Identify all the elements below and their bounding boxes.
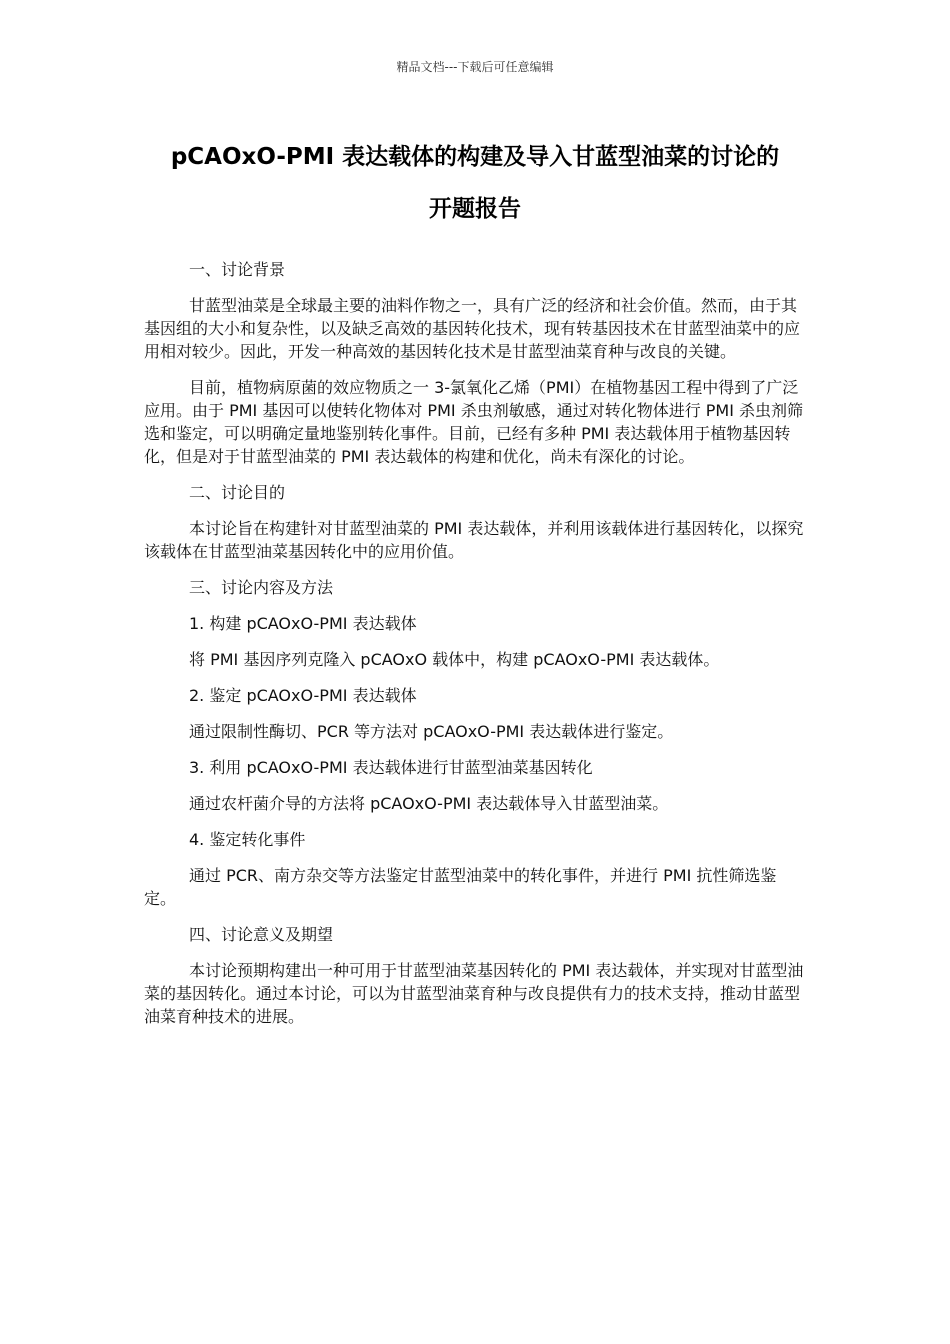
header-note: 精品文档---下载后可任意编辑	[396, 60, 554, 74]
method-step-heading: 2. 鉴定 pCAOxO-PMI 表达载体	[189, 686, 417, 705]
paragraph: 本讨论旨在构建针对甘蓝型油菜的 PMI 表达载体，并利用该载体进行基因转化，以探究该载体在甘蓝型油菜基因转化中的应用价值。	[144, 519, 804, 561]
method-step-heading: 3. 利用 pCAOxO-PMI 表达载体进行甘蓝型油菜基因转化	[189, 758, 593, 777]
document-body	[144, 258, 804, 1041]
section-heading-significance: 四、讨论意义及期望	[189, 925, 334, 944]
document-title-line-2: 开题报告	[429, 196, 521, 222]
paragraph: 目前，植物病原菌的效应物质之一 3-氯氧化乙烯（PMI）在植物基因工程中得到了广泛应用。由于 PMI 基因可以使转化物体对 PMI 杀虫剂敏感，通过对转化物体进行 PMI 杀虫剂筛选和鉴定，可以明确定量地鉴别转化事件。目前，已经有多种 PMI 表达载体用于植物基因转化，但是对于甘蓝型油菜的 PMI 表达载体的构建和优化，尚未有深化的讨论。	[144, 378, 804, 466]
method-step-description: 通过农杆菌介导的方法将 pCAOxO-PMI 表达载体导入甘蓝型油菜。	[189, 794, 669, 813]
method-step-heading: 1. 构建 pCAOxO-PMI 表达载体	[189, 614, 417, 633]
paragraph: 本讨论预期构建出一种可用于甘蓝型油菜基因转化的 PMI 表达载体，并实现对甘蓝型油菜的基因转化。通过本讨论，可以为甘蓝型油菜育种与改良提供有力的技术支持，推动甘蓝型油菜育种技术的进展。	[144, 961, 804, 1026]
document-title-line-1: pCAOxO-PMI 表达载体的构建及导入甘蓝型油菜的讨论的	[170, 144, 780, 170]
method-step-description: 通过 PCR、南方杂交等方法鉴定甘蓝型油菜中的转化事件，并进行 PMI 抗性筛选鉴定。	[144, 866, 777, 908]
method-step-description: 通过限制性酶切、PCR 等方法对 pCAOxO-PMI 表达载体进行鉴定。	[189, 722, 674, 741]
section-heading-methods: 三、讨论内容及方法	[189, 578, 334, 597]
section-heading-background: 一、讨论背景	[189, 260, 286, 279]
method-step-description: 将 PMI 基因序列克隆入 pCAOxO 载体中，构建 pCAOxO-PMI 表达载体。	[189, 650, 720, 669]
method-step-heading: 4. 鉴定转化事件	[189, 830, 306, 849]
paragraph: 甘蓝型油菜是全球最主要的油料作物之一，具有广泛的经济和社会价值。然而，由于其基因组的大小和复杂性，以及缺乏高效的基因转化技术，现有转基因技术在甘蓝型油菜中的应用相对较少。因此，开发一种高效的基因转化技术是甘蓝型油菜育种与改良的关键。	[144, 296, 801, 361]
section-heading-purpose: 二、讨论目的	[189, 483, 286, 502]
